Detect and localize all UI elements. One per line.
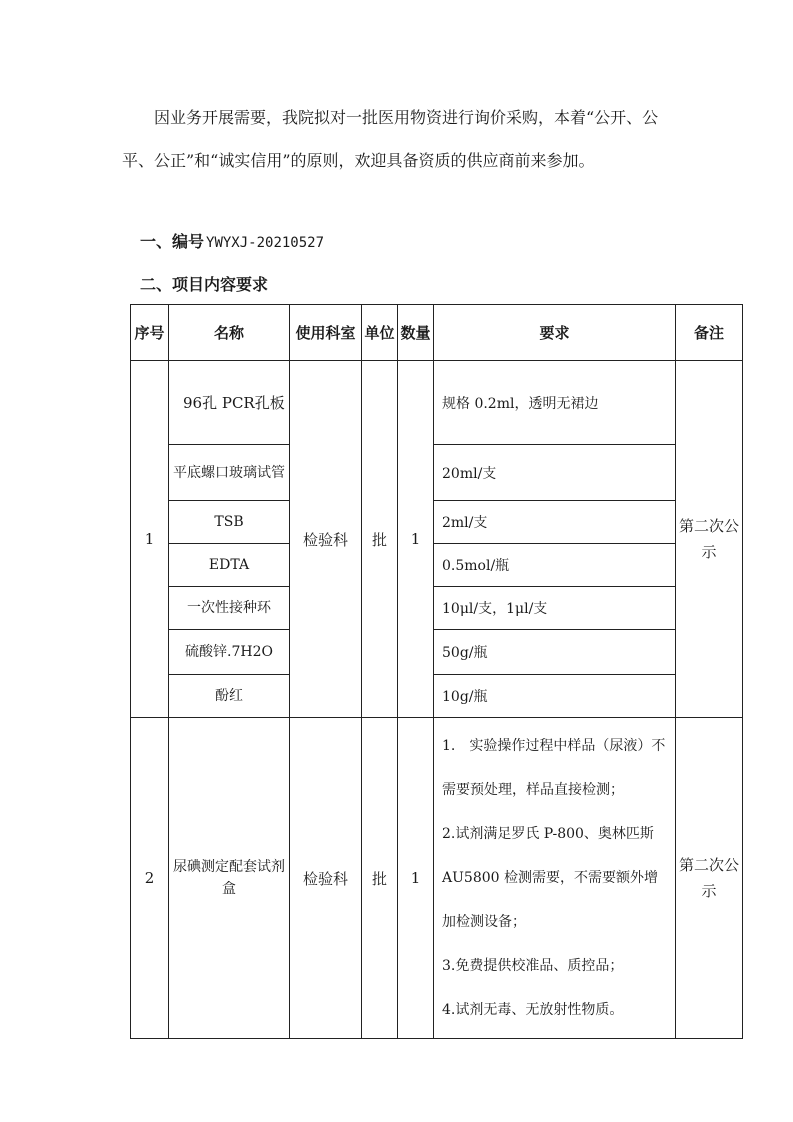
item-name: 一次性接种环 bbox=[169, 587, 290, 630]
header-unit: 单位 bbox=[362, 305, 398, 361]
group1-unit: 批 bbox=[362, 361, 398, 718]
group2-seq: 2 bbox=[131, 718, 169, 1039]
section-requirements-heading: 二、项目内容要求 bbox=[140, 275, 269, 294]
table-row bbox=[131, 587, 743, 630]
group1-dept: 检验科 bbox=[290, 361, 362, 718]
item-req: 规格 0.2ml，透明无裙边 bbox=[434, 361, 676, 445]
header-dept: 使用科室 bbox=[290, 305, 362, 361]
header-req: 要求 bbox=[434, 305, 676, 361]
req-line: 3.免费提供校准品、质控品； bbox=[442, 958, 624, 974]
req-line: 2.试剂满足罗氏 P-800、奥林匹斯 AU5800 检测需要，不需要额外增加检测设备； bbox=[442, 826, 658, 930]
group1-remark: 第二次公示 bbox=[676, 361, 743, 718]
requirements-table bbox=[130, 304, 743, 1039]
table-row bbox=[131, 718, 743, 1039]
group2-remark: 第二次公示 bbox=[676, 718, 743, 1039]
item-req: 0.5mol/瓶 bbox=[434, 544, 676, 587]
item-name: 酚红 bbox=[169, 675, 290, 718]
section-number-label: 一、编号 bbox=[140, 232, 205, 251]
item-name: EDTA bbox=[169, 544, 290, 587]
item-req: 10g/瓶 bbox=[434, 675, 676, 718]
item-name: 硫酸锌.7H2O bbox=[169, 630, 290, 675]
group1-seq: 1 bbox=[131, 361, 169, 718]
header-qty: 数量 bbox=[398, 305, 434, 361]
req-line: 1. 实验操作过程中样品（尿液）不需要预处理，样品直接检测； bbox=[442, 738, 666, 798]
item-name: 平底螺口玻璃试管 bbox=[169, 445, 290, 501]
group2-req bbox=[434, 718, 676, 1039]
group2-qty: 1 bbox=[398, 718, 434, 1039]
table-row bbox=[131, 361, 743, 445]
header-row bbox=[131, 305, 743, 361]
header-name: 名称 bbox=[169, 305, 290, 361]
item-req: 50g/瓶 bbox=[434, 630, 676, 675]
intro-paragraph: 因业务开展需要，我院拟对一批医用物资进行询价采购，本着“公开、公平、公正”和“诚实信用”的原则，欢迎具备资质的供应商前来参加。 bbox=[122, 108, 659, 170]
header-seq: 序号 bbox=[131, 305, 169, 361]
table-row bbox=[131, 675, 743, 718]
table-row bbox=[131, 630, 743, 675]
group2-dept: 检验科 bbox=[290, 718, 362, 1039]
item-name: TSB bbox=[169, 501, 290, 544]
header-remark: 备注 bbox=[676, 305, 743, 361]
item-req: 10μl/支，1μl/支 bbox=[434, 587, 676, 630]
req-line: 4.试剂无毒、无放射性物质。 bbox=[442, 1002, 624, 1018]
group2-name: 尿碘测定配套试剂盒 bbox=[169, 718, 290, 1039]
table-row bbox=[131, 544, 743, 587]
section-number-heading bbox=[140, 229, 324, 252]
item-name: 96孔 PCR孔板 bbox=[169, 361, 290, 445]
group2-unit: 批 bbox=[362, 718, 398, 1039]
table-row bbox=[131, 445, 743, 501]
item-req: 2ml/支 bbox=[434, 501, 676, 544]
project-number: YWYXJ-20210527 bbox=[206, 235, 325, 251]
group1-qty: 1 bbox=[398, 361, 434, 718]
table-row bbox=[131, 501, 743, 544]
item-req: 20ml/支 bbox=[434, 445, 676, 501]
